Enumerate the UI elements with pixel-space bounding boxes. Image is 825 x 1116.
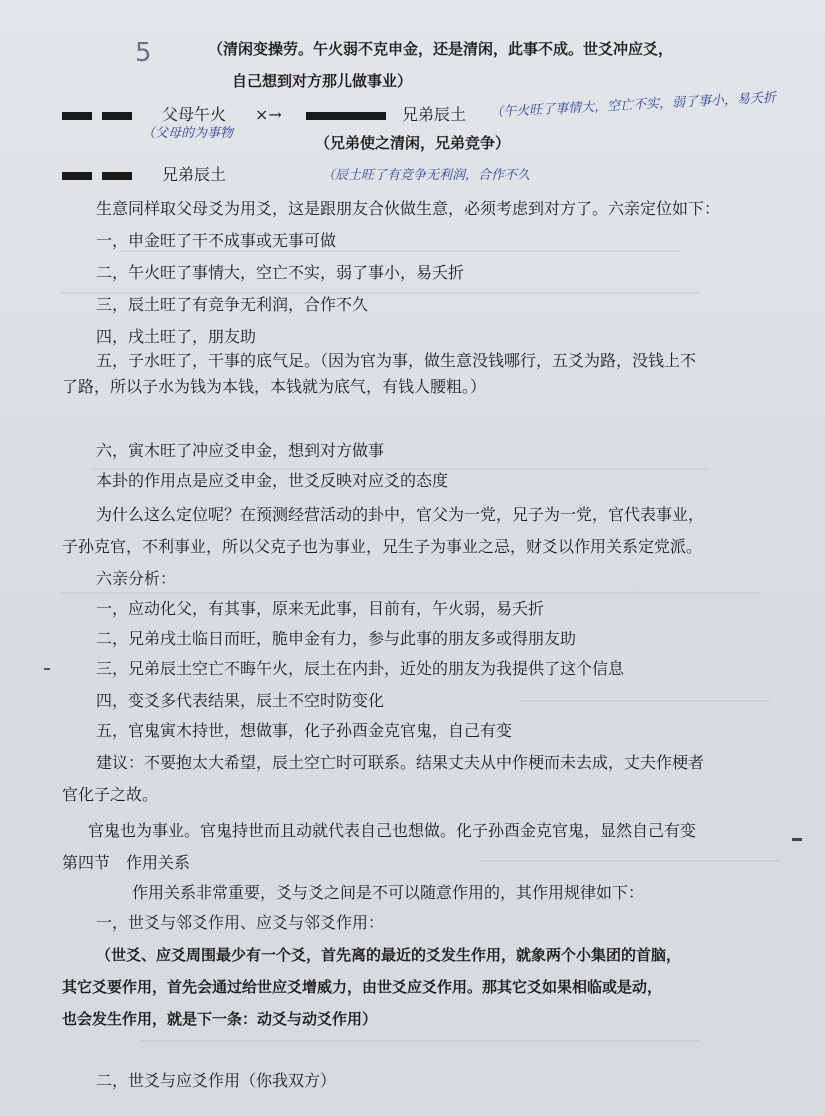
list-item: 六，寅木旺了冲应爻申金，想到对方做事	[96, 441, 385, 460]
rule-note: （世爻、应爻周围最少有一个爻，首先离的最近的爻发生作用，就象两个小集团的首脑，	[96, 946, 682, 964]
paragraph: 为什么这么定位呢？在预测经营活动的卦中，官父为一党，兄子为一党，官代表事业，	[96, 505, 705, 524]
subheading: 六亲分析：	[96, 569, 177, 588]
advice-continued: 官化子之故。	[62, 785, 159, 804]
list-item: 三，辰土旺了有竞争无利润，合作不久	[96, 295, 369, 314]
bleed-through-line	[140, 1040, 700, 1042]
bleed-through-line	[60, 592, 760, 594]
intro-line-1: （清闲变操劳。午火弱不克申金，还是清闲，此事不成。世爻冲应爻，	[208, 40, 674, 58]
section-intro: 作用关系非常重要，爻与爻之间是不可以随意作用的，其作用规律如下：	[132, 883, 645, 902]
rule-heading: 一，世爻与邻爻作用、应爻与邻爻作用：	[96, 913, 385, 932]
analysis-item: 四，变爻多代表结果，辰土不空时防变化	[96, 691, 385, 710]
bleed-through-line	[480, 860, 780, 862]
yin-line-symbol	[62, 112, 132, 120]
analysis-item: 一，应动化父，有其事，原来无此事，目前有，午火弱，易夭折	[96, 599, 545, 618]
list-item: 一，申金旺了干不成事或无事可做	[96, 231, 337, 250]
yang-line-symbol	[306, 112, 386, 120]
handwritten-note-chen: （辰土旺了有竞争无利润，合作不久	[322, 168, 531, 183]
changed-line-label: 兄弟辰土	[402, 105, 467, 124]
analysis-item: 二，兄弟戌土临日而旺，脆申金有力，参与此事的朋友多或得朋友助	[96, 629, 577, 648]
changing-arrow: ×→	[255, 105, 282, 124]
list-item: 四，戌土旺了，朋友助	[96, 327, 257, 346]
margin-mark	[44, 668, 50, 670]
rule-note: 其它爻要作用，首先会通过给世应爻增威力，由世爻应爻作用。那其它爻如果相临或是动，	[62, 978, 663, 996]
analysis-item: 五，官鬼寅木持世，想做事，化子孙酉金克官鬼，自己有变	[96, 721, 513, 740]
paragraph: 官鬼也为事业。官鬼持世而且动就代表自己也想做。化子孙酉金克官鬼，显然自己有变	[88, 821, 697, 840]
paragraph-continued: 子孙克官，不利事业，所以父克子也为事业，兄生子为事业之忌，财爻以作用关系定党派。	[62, 537, 703, 556]
margin-mark	[792, 838, 802, 841]
rule-note: 也会发生作用，就是下一条：动爻与动爻作用）	[62, 1010, 378, 1028]
analysis-item: 三，兄弟辰土空亡不晦午火，辰土在内卦，近处的朋友为我提供了这个信息	[96, 659, 625, 678]
section-title: 第四节 作用关系	[62, 853, 191, 872]
list-item-continued: 了路，所以子水为钱为本钱，本钱就为底气，有钱人腰粗。）	[62, 377, 487, 396]
hexagram-note: （兄弟使之清闲，兄弟竞争）	[315, 134, 511, 152]
intro-line-2: 自己想到对方那儿做事业）	[232, 72, 413, 90]
handwritten-note-right: （午火旺了事情大，空亡不实，弱了事小，易夭折	[489, 90, 777, 121]
page-number-handwritten: 5	[135, 38, 152, 68]
list-item: 五，子水旺了，干事的底气足。（因为官为事，做生意没钱哪行，五爻为路，没钱上不	[96, 351, 697, 370]
bleed-through-line	[520, 700, 770, 702]
paragraph: 本卦的作用点是应爻申金，世爻反映对应爻的态度	[96, 471, 449, 490]
paragraph: 生意同样取父母爻为用爻，这是跟朋友合伙做生意，必须考虑到对方了。六亲定位如下：	[96, 199, 721, 218]
handwritten-note-under: （父母的为事物	[142, 126, 234, 141]
hexagram-line-label: 父母午火	[162, 105, 227, 124]
list-item: 二，午火旺了事情大，空亡不实，弱了事小，易夭折	[96, 263, 465, 282]
hexagram-line-label: 兄弟辰土	[162, 165, 227, 184]
rule-heading: 二，世爻与应爻作用（你我双方）	[96, 1071, 337, 1090]
advice: 建议：不要抱太大希望，辰土空亡时可联系。结果丈夫从中作梗而未去成，丈夫作梗者	[96, 753, 705, 772]
yin-line-symbol	[62, 172, 132, 180]
